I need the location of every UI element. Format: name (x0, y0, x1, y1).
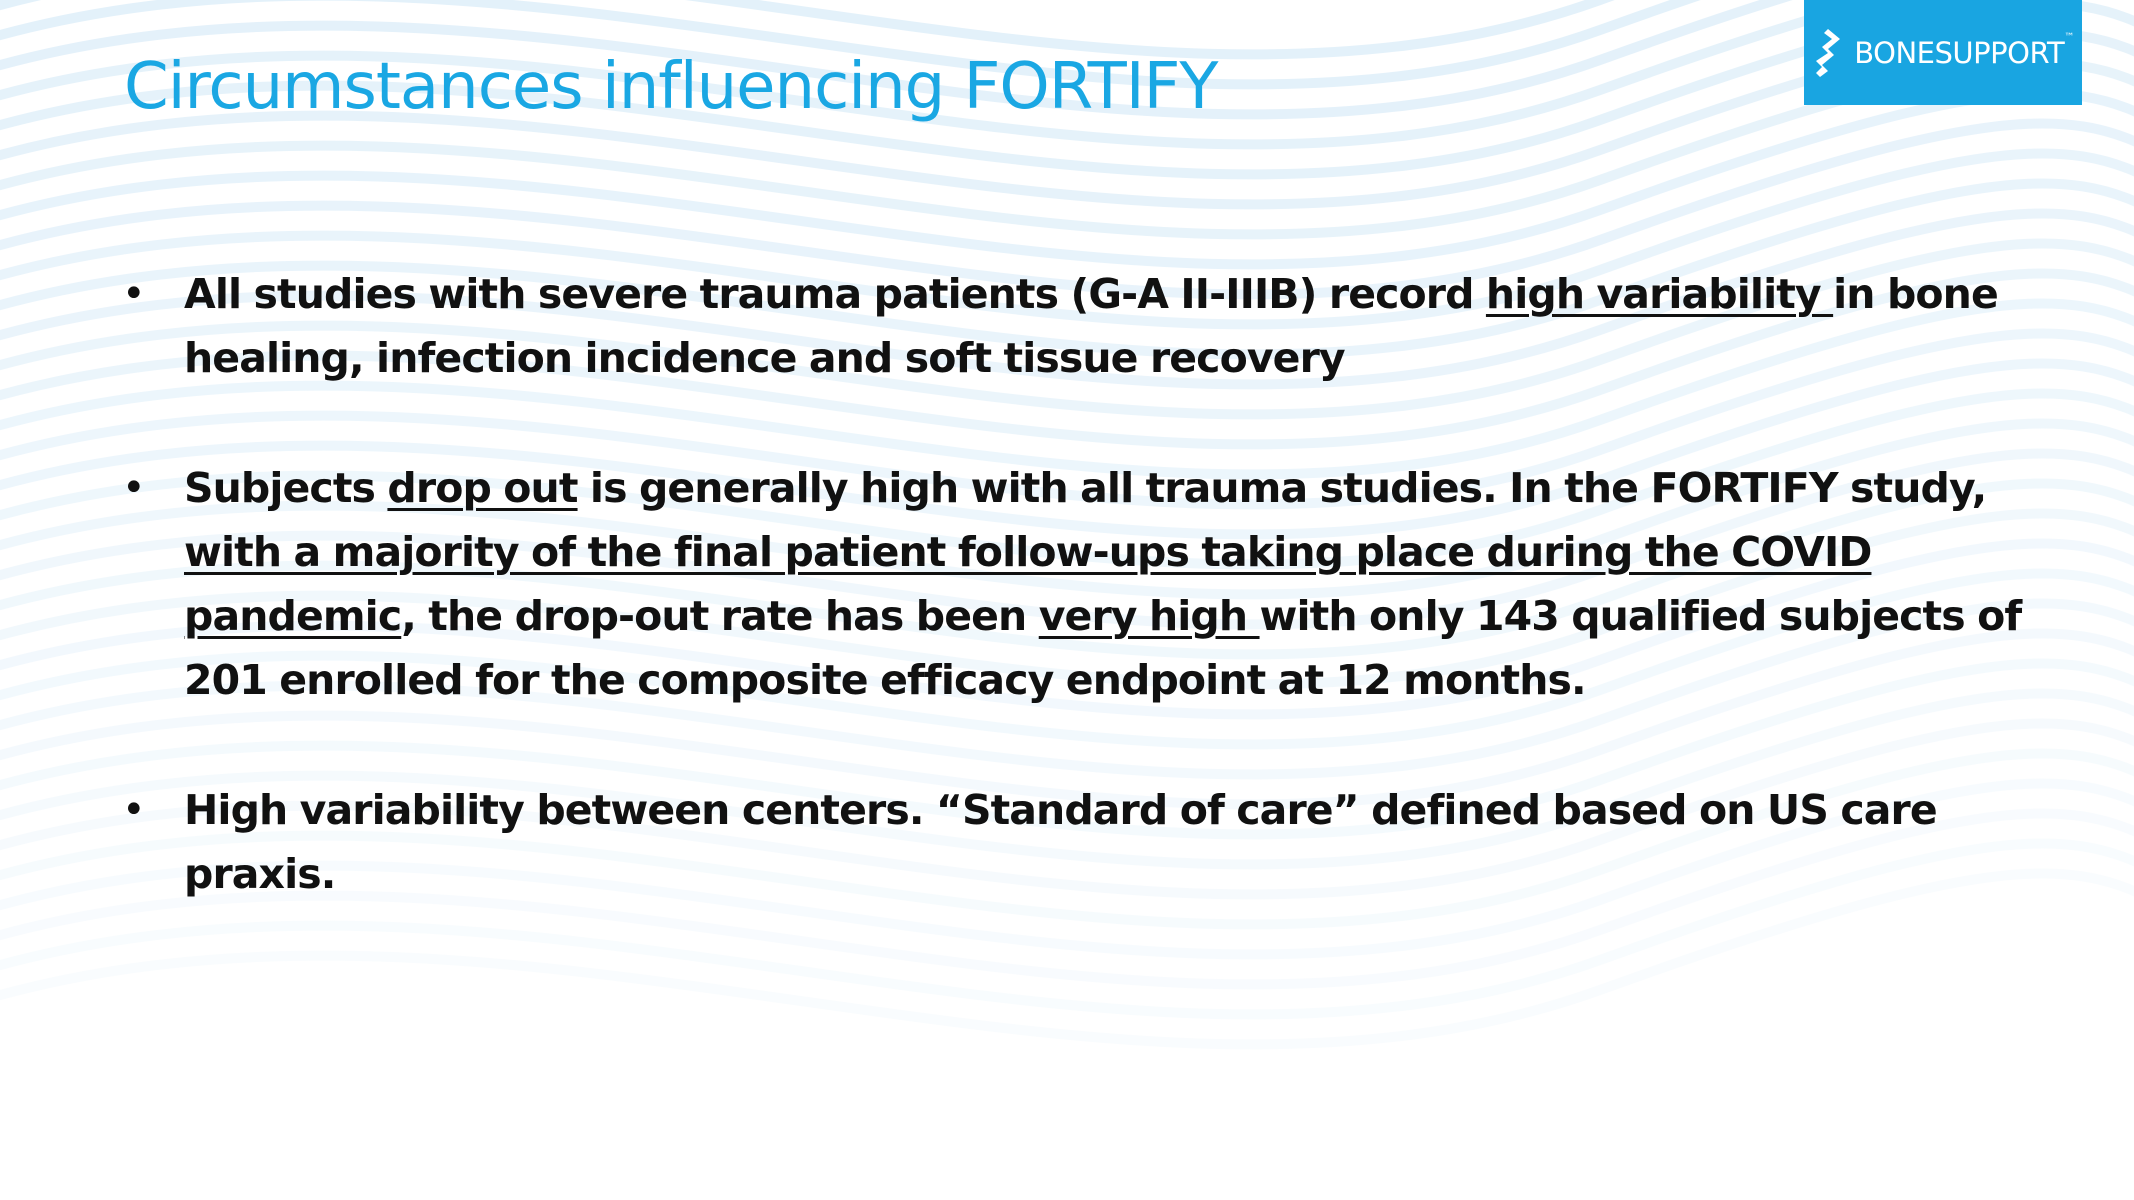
bullet-item-variability (118, 262, 2038, 390)
bullet-item-centers (118, 778, 2038, 906)
underlined-text: with a majority of the final patient follow-ups taking place during the COVID pandemic (184, 528, 1872, 640)
bullet-text: , the drop-out rate has been (401, 592, 1039, 640)
bullet-text: High variability between centers. “Standard of care” defined based on US care praxis. (184, 786, 1937, 898)
underlined-text: high variability (1485, 270, 1834, 318)
underlined-text: very high (1038, 592, 1260, 640)
bonesupport-logo (1804, 0, 2082, 105)
bullet-list (118, 262, 2038, 972)
slide-title: Circumstances influencing FORTIFY (124, 50, 1218, 124)
logo-text: BONESUPPORT™ (1854, 31, 2074, 70)
bullet-marker: • (122, 465, 145, 511)
bullet-text: in bone healing, infection incidence and soft tissue recovery (184, 270, 1998, 382)
bonesupport-logo-mark-icon (1812, 27, 1844, 79)
underlined-text: drop out (387, 464, 578, 512)
bullet-item-dropout (118, 456, 2038, 712)
bullet-text: is generally high with all trauma studies. In the FORTIFY study, (577, 464, 1987, 512)
bullet-marker: • (122, 787, 145, 833)
bullet-marker: • (122, 271, 145, 317)
bullet-text: with only 143 qualified subjects of 201 enrolled for the composite efficacy endpoint at 12 months. (184, 592, 2022, 704)
bullet-text: All studies with severe trauma patients (G-A II-IIIB) record (184, 270, 1486, 318)
bullet-text: Subjects (184, 464, 388, 512)
